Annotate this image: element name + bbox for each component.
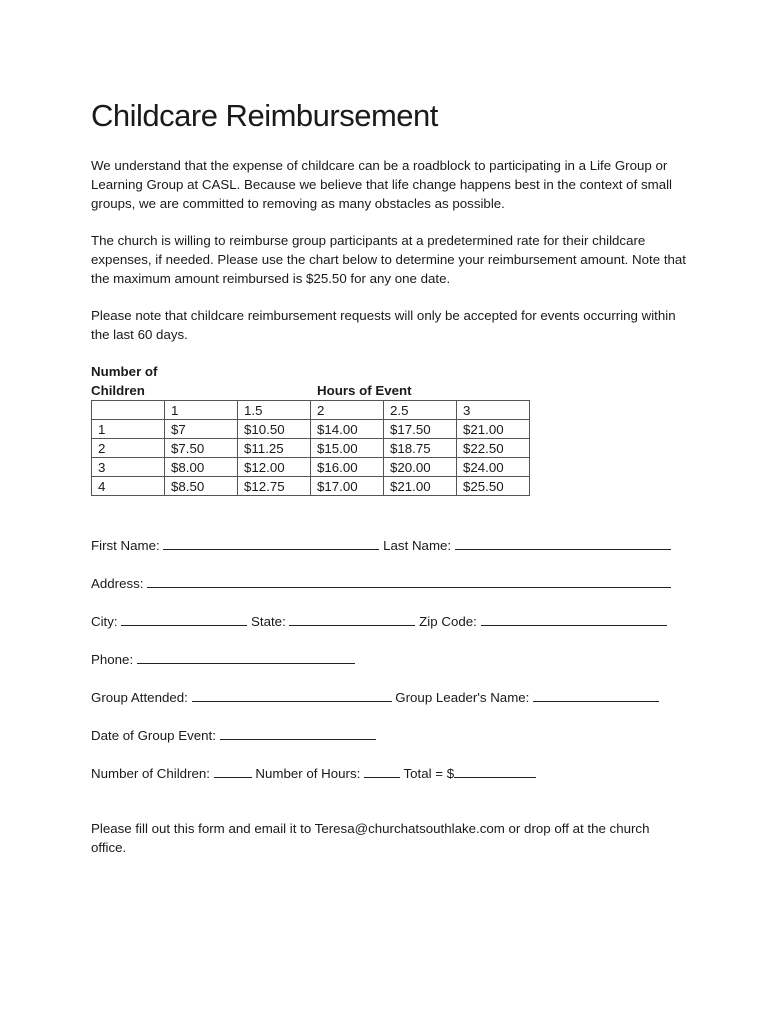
table-cell: $8.50 <box>165 477 238 496</box>
group-attended-label: Group Attended: <box>91 690 188 705</box>
address-row <box>91 574 686 593</box>
hours-label: Hours of Event <box>317 383 412 398</box>
document-page <box>91 96 686 875</box>
rate-table <box>91 400 530 496</box>
table-cell: $20.00 <box>384 458 457 477</box>
table-cell: 2.5 <box>384 401 457 420</box>
last-name-field[interactable] <box>455 536 671 550</box>
table-cell <box>92 401 165 420</box>
table-cell: $25.50 <box>457 477 530 496</box>
city-field[interactable] <box>121 612 247 626</box>
number-of-hours-label: Number of Hours: <box>255 766 361 781</box>
table-cell: $12.75 <box>238 477 311 496</box>
table-cell: $7 <box>165 420 238 439</box>
table-cell: 1 <box>165 401 238 420</box>
table-cell: $8.00 <box>165 458 238 477</box>
table-cell: 2 <box>92 439 165 458</box>
group-attended-field[interactable] <box>192 688 392 702</box>
state-field[interactable] <box>289 612 415 626</box>
table-row <box>92 458 530 477</box>
intro-paragraph: We understand that the expense of childcare can be a roadblock to participating in a Life Group or Learning Group at CASL. Because we believe that life change happens best in the context of small groups, we are committed to removing as many obstacles as possible. <box>91 158 672 211</box>
date-of-event-label: Date of Group Event: <box>91 728 216 743</box>
phone-row <box>91 650 686 669</box>
reimbursement-form <box>91 536 686 783</box>
name-row <box>91 536 686 555</box>
table-cell: $18.75 <box>384 439 457 458</box>
totals-row <box>91 764 686 783</box>
group-leader-field[interactable] <box>533 688 659 702</box>
table-cell: $7.50 <box>165 439 238 458</box>
last-name-label: Last Name: <box>383 538 452 553</box>
address-field[interactable] <box>147 574 671 588</box>
table-row <box>92 420 530 439</box>
table-cell: 3 <box>92 458 165 477</box>
table-row <box>92 439 530 458</box>
rate-table-header <box>91 362 686 400</box>
table-cell: $10.50 <box>238 420 311 439</box>
first-name-label: First Name: <box>91 538 160 553</box>
footer-instructions: Please fill out this form and email it to Teresa@churchatsouthlake.com or drop off at the church office. <box>91 821 650 855</box>
table-row-hours <box>92 401 530 420</box>
group-leader-label: Group Leader's Name: <box>395 690 530 705</box>
table-cell: $22.50 <box>457 439 530 458</box>
date-row <box>91 726 686 745</box>
table-cell: $24.00 <box>457 458 530 477</box>
date-of-event-field[interactable] <box>220 726 376 740</box>
table-cell: $17.00 <box>311 477 384 496</box>
zip-label: Zip Code: <box>419 614 477 629</box>
page-title: Childcare Reimbursement <box>91 98 438 133</box>
address-label: Address: <box>91 576 144 591</box>
table-cell: $14.00 <box>311 420 384 439</box>
number-of-children-label: Number of Children: <box>91 766 210 781</box>
first-name-field[interactable] <box>163 536 379 550</box>
city-label: City: <box>91 614 118 629</box>
table-cell: 1.5 <box>238 401 311 420</box>
table-cell: $12.00 <box>238 458 311 477</box>
city-row <box>91 612 686 631</box>
phone-label: Phone: <box>91 652 134 667</box>
table-cell: $15.00 <box>311 439 384 458</box>
children-label-line1: Number of <box>91 364 158 379</box>
table-cell: $16.00 <box>311 458 384 477</box>
table-cell: 3 <box>457 401 530 420</box>
total-label: Total = $ <box>403 766 455 781</box>
table-cell: 2 <box>311 401 384 420</box>
state-label: State: <box>251 614 286 629</box>
table-cell: $21.00 <box>457 420 530 439</box>
table-cell: $21.00 <box>384 477 457 496</box>
zip-field[interactable] <box>481 612 667 626</box>
reimbursement-paragraph: The church is willing to reimburse group participants at a predetermined rate for their childcare expenses, if needed. Please use the chart below to determine your reimbursement amount. Note that the maximum amount reimbursed is $25.50 for any one date. <box>91 233 687 286</box>
phone-field[interactable] <box>137 650 355 664</box>
table-row <box>92 477 530 496</box>
table-cell: $11.25 <box>238 439 311 458</box>
table-cell: 1 <box>92 420 165 439</box>
number-of-hours-field[interactable] <box>364 764 400 778</box>
table-cell: 4 <box>92 477 165 496</box>
total-field[interactable] <box>454 764 536 778</box>
table-cell: $17.50 <box>384 420 457 439</box>
time-limit-paragraph: Please note that childcare reimbursement requests will only be accepted for events occurring within the last 60 days. <box>91 308 676 342</box>
children-label-line2: Children <box>91 383 145 398</box>
group-row <box>91 688 686 707</box>
number-of-children-field[interactable] <box>214 764 252 778</box>
